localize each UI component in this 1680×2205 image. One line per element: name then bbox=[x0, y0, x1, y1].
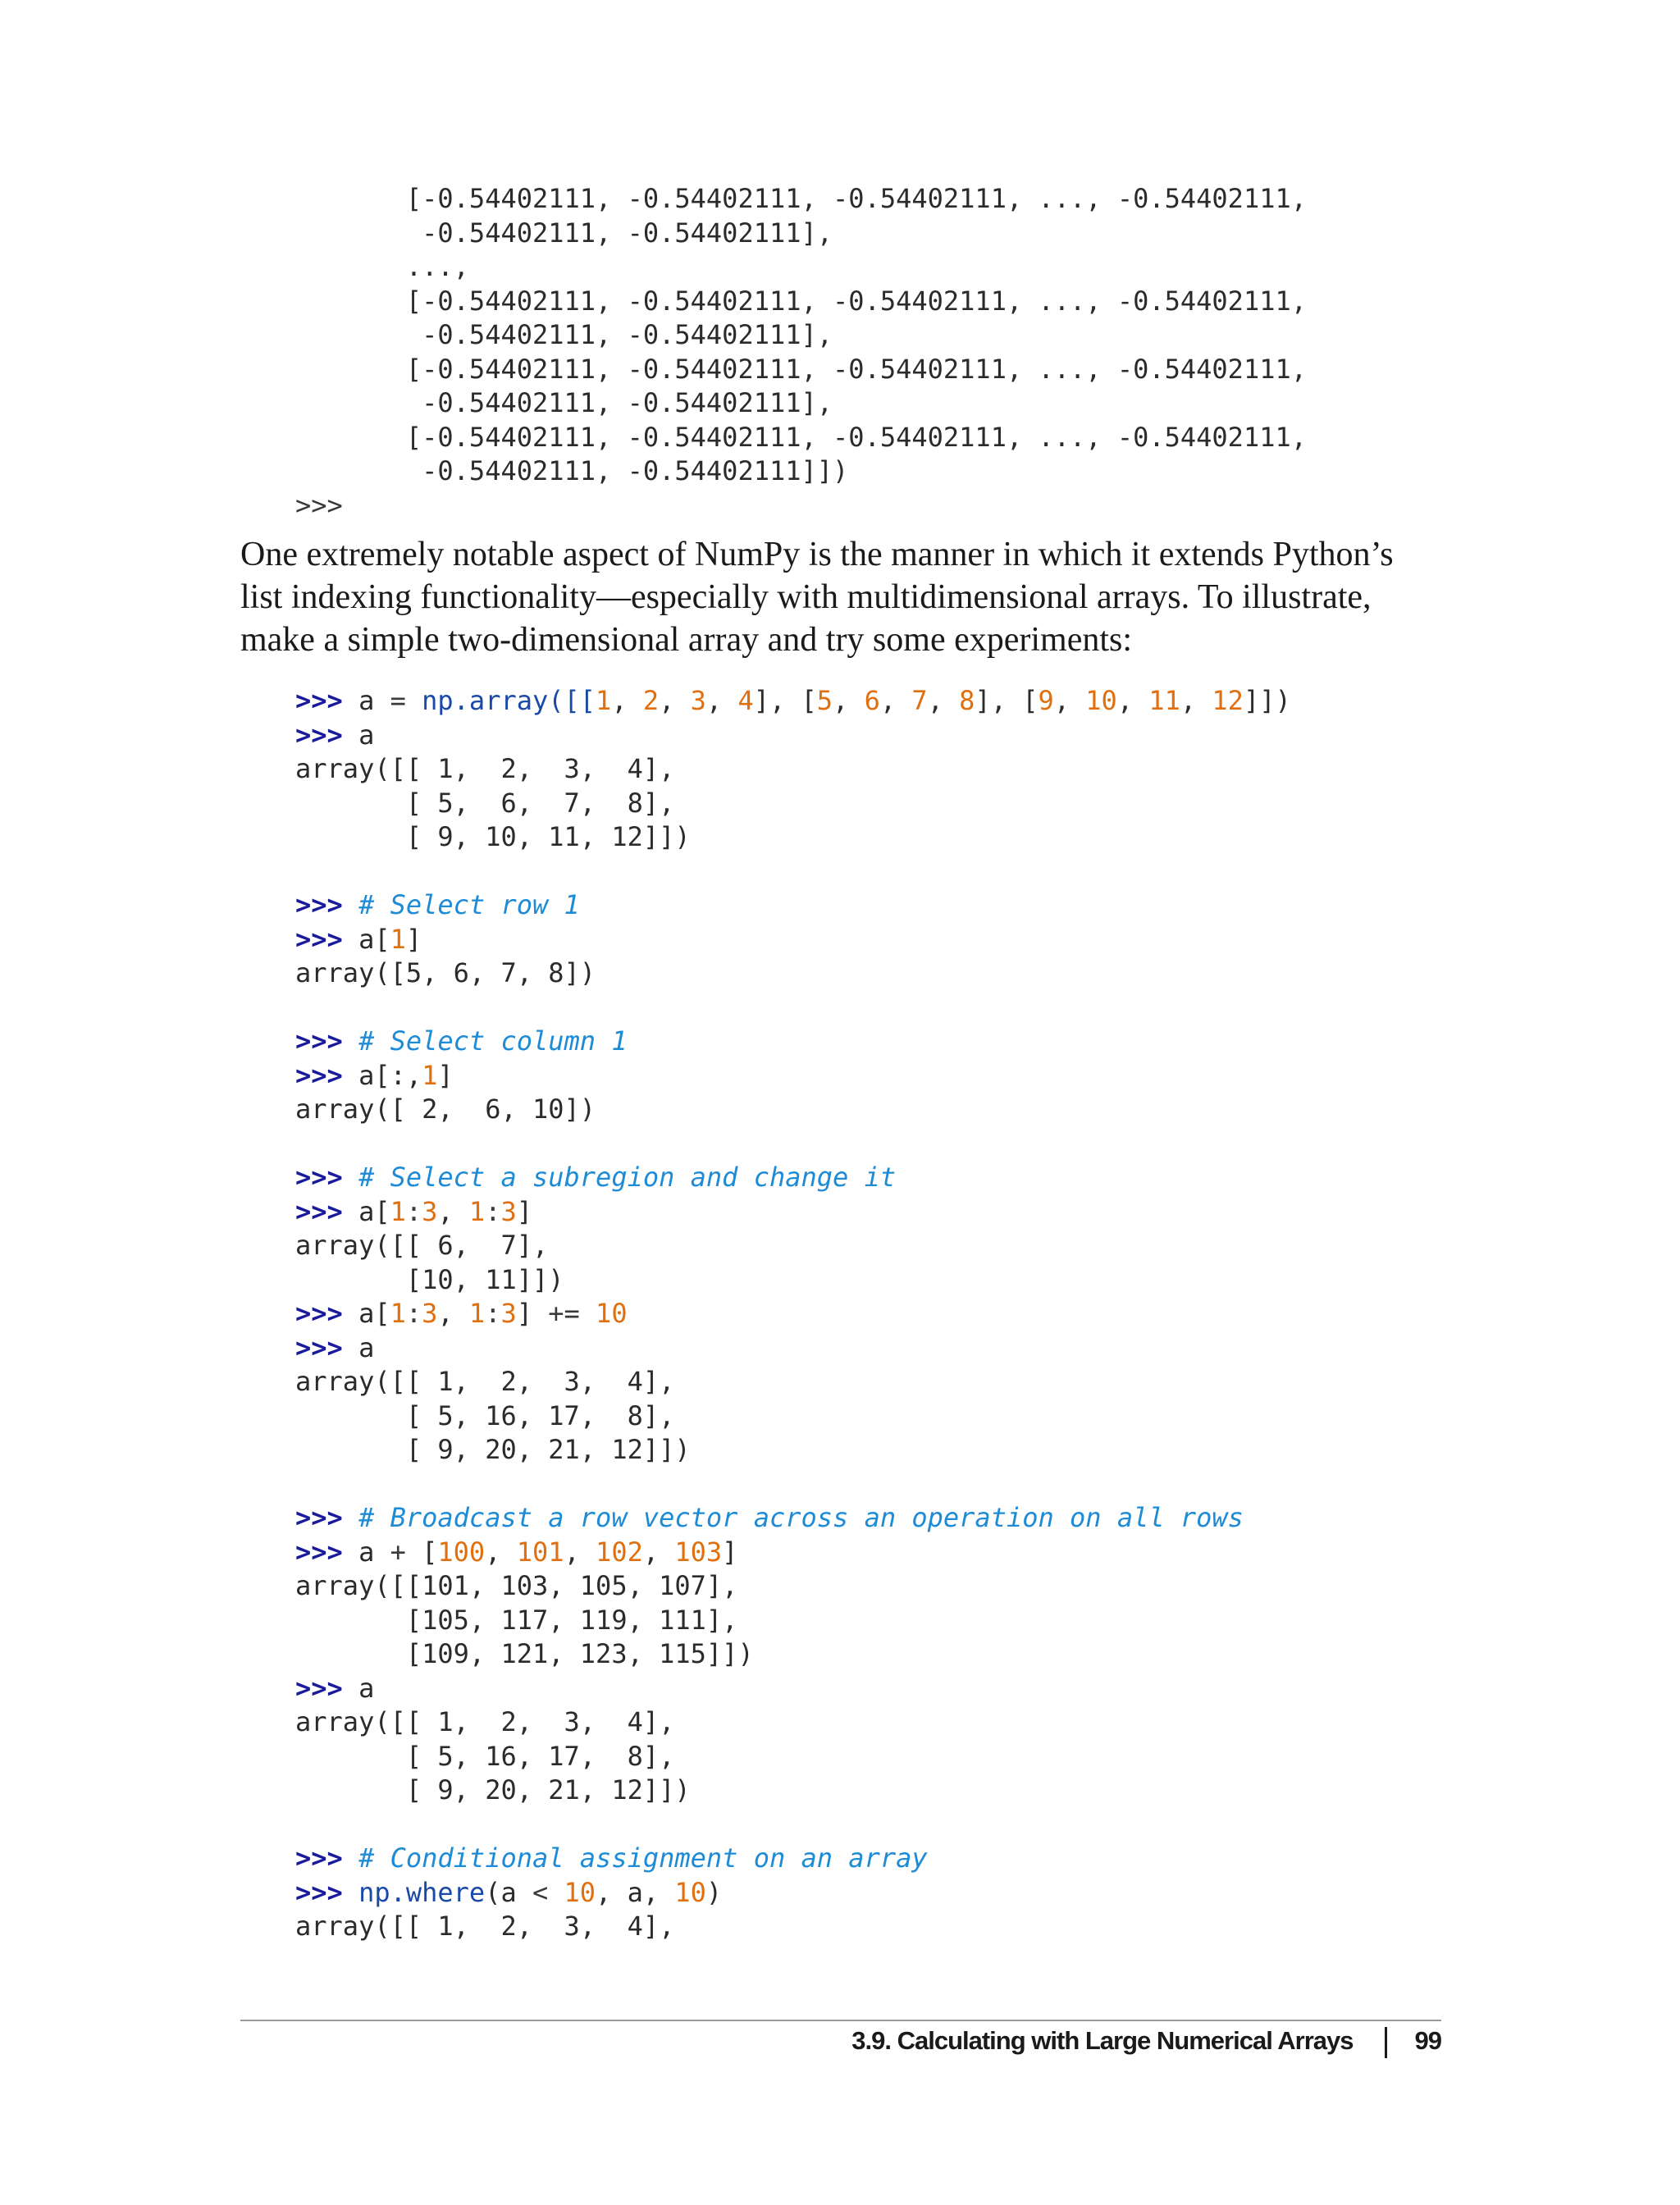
code-output-line: array([[ 1, 2, 3, 4], bbox=[295, 1366, 675, 1397]
code-line: >>> a = np.array([[1, 2, 3, 4], [5, 6, 7, 8], [9, 10, 11, 12]]) bbox=[295, 685, 1291, 716]
code-line: >>> a[1:3, 1:3] bbox=[295, 1195, 532, 1227]
body-paragraph: One extremely notable aspect of NumPy is the manner in which it extends Python’s list indexing functionality—especially with multidimensional arrays. To illustrate, make a simple two-dimensional array and try some experiments: bbox=[240, 536, 1394, 659]
page-footer bbox=[851, 2026, 1441, 2058]
code-line: [-0.54402111, -0.54402111, -0.54402111, ..., -0.54402111, bbox=[295, 183, 1307, 214]
code-prompt-line bbox=[295, 489, 1307, 523]
code-comment-line: >>> # Select a subregion and change it bbox=[295, 1162, 897, 1193]
code-comment-line: >>> # Conditional assignment on an array bbox=[295, 1842, 928, 1874]
code-block-numpy-examples bbox=[295, 684, 1291, 1944]
page-number: 99 bbox=[1414, 2026, 1441, 2055]
blank-line bbox=[295, 1127, 1291, 1162]
code-line: [-0.54402111, -0.54402111, -0.54402111, ..., -0.54402111, bbox=[295, 421, 1307, 453]
code-line: >>> a[1:3, 1:3] += 10 bbox=[295, 1298, 628, 1329]
code-output-line: [ 5, 16, 17, 8], bbox=[295, 1399, 675, 1431]
blank-line bbox=[295, 1808, 1291, 1842]
code-output-line: array([[101, 103, 105, 107], bbox=[295, 1570, 738, 1601]
code-line: -0.54402111, -0.54402111], bbox=[295, 387, 833, 418]
blank-line bbox=[295, 1468, 1291, 1502]
code-line: >>> a + [100, 101, 102, 103] bbox=[295, 1536, 738, 1568]
code-line: >>> a bbox=[295, 1331, 375, 1363]
code-comment-line: >>> # Select row 1 bbox=[295, 889, 580, 920]
blank-line bbox=[295, 991, 1291, 1025]
code-block-array-output bbox=[295, 182, 1307, 523]
code-line: -0.54402111, -0.54402111]]) bbox=[295, 455, 849, 486]
footer-rule bbox=[240, 2020, 1441, 2021]
code-output-line: [ 9, 20, 21, 12]]) bbox=[295, 1434, 691, 1465]
code-line: [-0.54402111, -0.54402111, -0.54402111, ..., -0.54402111, bbox=[295, 353, 1307, 385]
code-output-line: array([[ 1, 2, 3, 4], bbox=[295, 753, 675, 784]
code-comment-line: >>> # Select column 1 bbox=[295, 1025, 628, 1057]
code-line: -0.54402111, -0.54402111], bbox=[295, 319, 833, 350]
code-output-line: [ 9, 10, 11, 12]]) bbox=[295, 821, 691, 852]
code-output-line: array([5, 6, 7, 8]) bbox=[295, 957, 596, 988]
footer-separator bbox=[1385, 2027, 1387, 2058]
code-line: >>> np.where(a < 10, a, 10) bbox=[295, 1876, 723, 1908]
code-output-line: [ 5, 16, 17, 8], bbox=[295, 1740, 675, 1772]
code-output-line: array([[ 1, 2, 3, 4], bbox=[295, 1911, 675, 1942]
code-line: [-0.54402111, -0.54402111, -0.54402111, ..., -0.54402111, bbox=[295, 285, 1307, 317]
code-line: >>> a bbox=[295, 1672, 375, 1704]
blank-line bbox=[295, 855, 1291, 889]
code-output-line: [105, 117, 119, 111], bbox=[295, 1604, 738, 1636]
code-line: >>> a bbox=[295, 719, 375, 751]
prompt: >>> bbox=[295, 685, 343, 716]
prompt: >>> bbox=[295, 489, 343, 521]
code-output-line: array([ 2, 6, 10]) bbox=[295, 1093, 596, 1125]
code-output-line: [10, 11]]) bbox=[295, 1263, 564, 1295]
code-output-line: [ 9, 20, 21, 12]]) bbox=[295, 1774, 691, 1806]
code-line: ..., bbox=[295, 251, 469, 282]
code-output-line: array([[ 6, 7], bbox=[295, 1230, 549, 1261]
footer-section-title: 3.9. Calculating with Large Numerical Arrays bbox=[851, 2026, 1354, 2055]
code-line: -0.54402111, -0.54402111], bbox=[295, 217, 833, 249]
code-line: >>> a[1] bbox=[295, 923, 422, 955]
code-output-line: array([[ 1, 2, 3, 4], bbox=[295, 1706, 675, 1737]
code-line: >>> a[:,1] bbox=[295, 1059, 454, 1091]
code-comment-line: >>> # Broadcast a row vector across an operation on all rows bbox=[295, 1502, 1244, 1533]
code-output-line: [109, 121, 123, 115]]) bbox=[295, 1638, 754, 1669]
code-output-line: [ 5, 6, 7, 8], bbox=[295, 787, 675, 819]
